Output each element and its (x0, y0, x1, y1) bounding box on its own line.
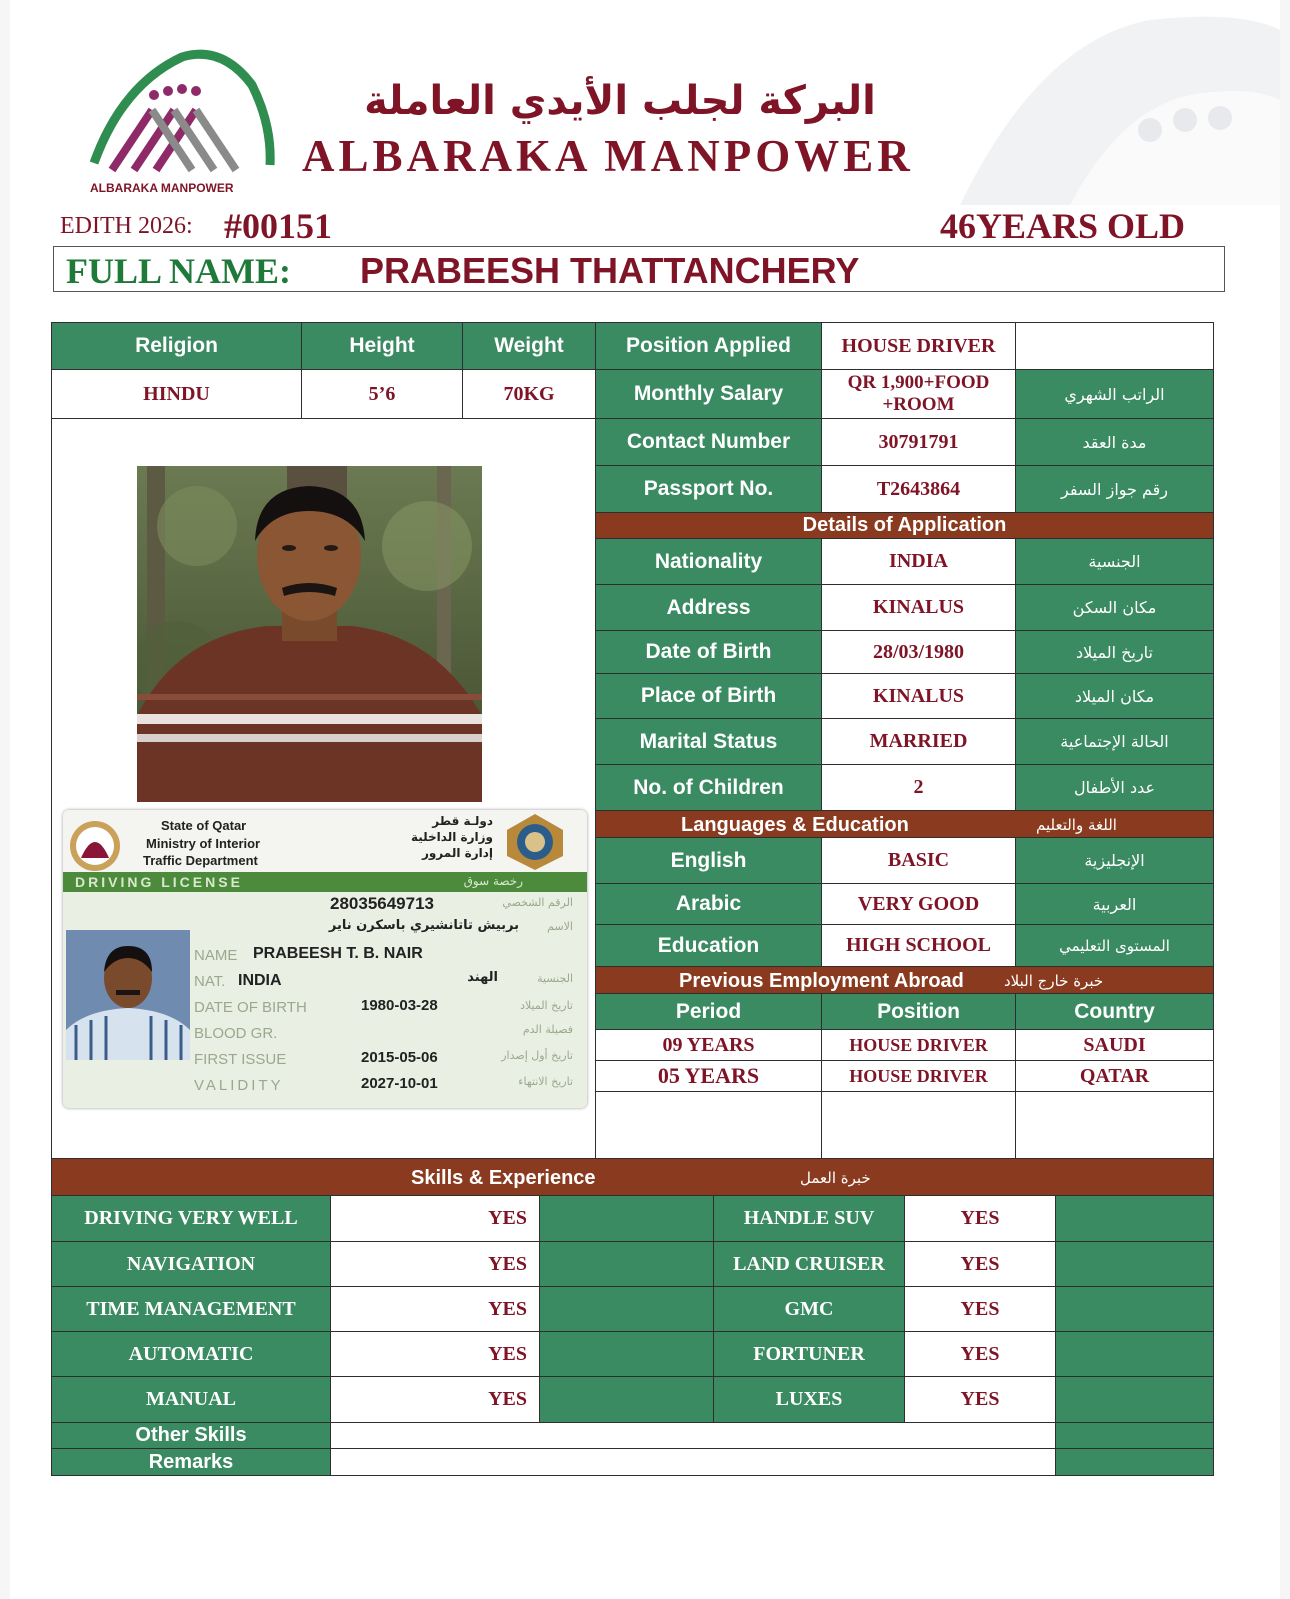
license-title: DRIVING LICENSE (75, 874, 243, 890)
other-skills-label: Other Skills (51, 1422, 331, 1449)
skills-section-header (51, 1158, 1214, 1196)
height-value: 5’6 (301, 369, 463, 419)
gcc-emblem-icon (503, 812, 567, 872)
education-value: HIGH SCHOOL (821, 924, 1016, 967)
place-of-birth-value: KINALUS (821, 673, 1016, 719)
children-value: 2 (821, 764, 1016, 811)
nationality-arabic-label: الجنسية (1015, 538, 1214, 585)
vehicle-value: YES (904, 1241, 1056, 1287)
nationality-value: INDIA (821, 538, 1016, 585)
license-title-arabic: رخصة سوق (463, 874, 523, 888)
nationality-label: Nationality (595, 538, 822, 585)
company-name (302, 130, 914, 182)
employment-period: 09 YEARS (595, 1029, 822, 1061)
religion-value: HINDU (51, 369, 302, 419)
license-name-arabic: بربيش تاتانشيري باسكرن ناير (328, 918, 519, 933)
vehicle-value: YES (904, 1286, 1056, 1332)
height-header: Height (301, 322, 463, 370)
vehicle-spacer (1055, 1241, 1214, 1287)
license-id-number: 28035649713 (330, 894, 435, 913)
salary-value: QR 1,900+FOOD +ROOM (821, 369, 1016, 419)
skill-spacer (539, 1195, 714, 1242)
address-value: KINALUS (821, 584, 1016, 631)
education-arabic-label: المستوى التعليمي (1015, 924, 1214, 967)
address-label: Address (595, 584, 822, 631)
vehicle-label: LAND CRUISER (713, 1241, 905, 1287)
vehicle-value: YES (904, 1331, 1056, 1377)
license-name: PRABEESH T. B. NAIR (253, 945, 423, 962)
skill-spacer (539, 1286, 714, 1332)
logo-caption: ALBARAKA MANPOWER (90, 181, 234, 195)
license-issue-label: FIRST ISSUE (194, 1051, 287, 1068)
license-dob: 1980-03-28 (361, 997, 438, 1014)
license-nat-label: NAT. (194, 973, 226, 990)
english-label: English (595, 837, 822, 884)
skill-value: YES (330, 1376, 540, 1423)
candidate-photo (137, 466, 482, 802)
skill-spacer (539, 1331, 714, 1377)
position-applied-value: HOUSE DRIVER (821, 322, 1016, 370)
license-ministry-arabic: وزارة الداخلية (410, 830, 493, 844)
english-value: BASIC (821, 837, 1016, 884)
remarks-label: Remarks (51, 1448, 331, 1476)
education-label: Education (595, 924, 822, 967)
edition-label: EDITH 2026: (60, 213, 193, 239)
albaraka-logo-icon (82, 45, 282, 185)
full-name-label: FULL NAME: (66, 251, 291, 291)
skill-value: YES (330, 1241, 540, 1287)
watermark-logo (950, 0, 1280, 205)
company-arabic-name: البركة لجلب الأيدي العاملة (364, 78, 876, 124)
other-skills-value (330, 1422, 1056, 1449)
employment-country: SAUDI (1015, 1029, 1214, 1061)
license-nat-arabic-label: الجنسية (537, 972, 573, 985)
license-id-arabic-label: الرقم الشخصي (502, 896, 573, 909)
salary-arabic-label: الراتب الشهري (1015, 369, 1214, 419)
employment-section-header (595, 966, 1214, 994)
license-name-label: NAME (194, 947, 238, 964)
details-section-header: Details of Application (595, 512, 1214, 539)
license-nationality-arabic: الهند (467, 970, 498, 985)
employment-title: Previous Employment Abroad (679, 970, 964, 992)
languages-title: Languages & Education (681, 814, 909, 836)
english-arabic-label: الإنجليزية (1015, 837, 1214, 884)
license-dob-arabic-label: تاريخ الميلاد (520, 999, 573, 1012)
contact-arabic-label: مدة العقد (1015, 418, 1214, 466)
license-photo (66, 930, 190, 1060)
arabic-label: Arabic (595, 883, 822, 925)
other-skills-spacer (1055, 1422, 1214, 1449)
dob-label: Date of Birth (595, 630, 822, 674)
employment-empty-cell (595, 1091, 822, 1159)
weight-header: Weight (462, 322, 596, 370)
languages-section-header (595, 810, 1214, 838)
vehicle-spacer (1055, 1195, 1214, 1242)
license-validity-arabic-label: تاريخ الانتهاء (518, 1075, 573, 1088)
vehicle-spacer (1055, 1376, 1214, 1423)
license-dob-label: DATE OF BIRTH (194, 999, 307, 1016)
employment-position: HOUSE DRIVER (821, 1060, 1016, 1092)
passport-label: Passport No. (595, 465, 822, 513)
skills-title: Skills & Experience (411, 1167, 596, 1189)
full-name: PRABEESH THATTANCHERY (360, 250, 860, 291)
languages-arabic-title: اللغة والتعليم (1036, 816, 1117, 834)
contact-label: Contact Number (595, 418, 822, 466)
employment-empty-cell (821, 1091, 1016, 1159)
vehicle-value: YES (904, 1376, 1056, 1423)
vehicle-label: HANDLE SUV (713, 1195, 905, 1242)
license-state-arabic: دولـة قطر (432, 814, 493, 828)
arabic-arabic-label: العربية (1015, 883, 1214, 925)
skill-spacer (539, 1241, 714, 1287)
skills-arabic-title: خبرة العمل (800, 1169, 871, 1187)
driving-license-card (63, 810, 587, 1108)
skill-value: YES (330, 1331, 540, 1377)
license-nationality: INDIA (238, 972, 282, 989)
cv-page (10, 0, 1280, 1599)
employment-country: QATAR (1015, 1060, 1214, 1092)
license-dept-arabic: إدارة المرور (421, 846, 493, 860)
weight-value: 70KG (462, 369, 596, 419)
marital-status-arabic-label: الحالة الإجتماعية (1015, 718, 1214, 765)
marital-status-label: Marital Status (595, 718, 822, 765)
marital-status-value: MARRIED (821, 718, 1016, 765)
dob-value: 28/03/1980 (821, 630, 1016, 674)
contact-value: 30791791 (821, 418, 1016, 466)
skill-value: YES (330, 1195, 540, 1242)
skill-label: DRIVING VERY WELL (51, 1195, 331, 1242)
vehicle-label: FORTUNER (713, 1331, 905, 1377)
children-label: No. of Children (595, 764, 822, 811)
age: 46YEARS OLD (940, 206, 1186, 246)
arabic-value: VERY GOOD (821, 883, 1016, 925)
license-state: State of Qatar (161, 818, 247, 833)
vehicle-spacer (1055, 1286, 1214, 1332)
position-applied-blank (1015, 322, 1214, 370)
vehicle-spacer (1055, 1331, 1214, 1377)
license-name-arabic-label: الاسم (547, 920, 573, 933)
employment-position: HOUSE DRIVER (821, 1029, 1016, 1061)
skill-label: AUTOMATIC (51, 1331, 331, 1377)
passport-value: T2643864 (821, 465, 1016, 513)
position-applied-label: Position Applied (595, 322, 822, 370)
remarks-spacer (1055, 1448, 1214, 1476)
license-first-issue: 2015-05-06 (361, 1049, 438, 1066)
period-header: Period (595, 993, 822, 1030)
license-ministry: Ministry of Interior (146, 836, 261, 851)
license-blood-label: BLOOD GR. (194, 1025, 278, 1042)
company-name-text: ALBARAKA MANPOWER (302, 131, 914, 181)
children-arabic-label: عدد الأطفال (1015, 764, 1214, 811)
employment-empty-cell (1015, 1091, 1214, 1159)
remarks-value (330, 1448, 1056, 1476)
employment-arabic-title: خبرة خارج البلاد (1004, 972, 1104, 990)
religion-header: Religion (51, 322, 302, 370)
license-dept: Traffic Department (143, 853, 258, 868)
vehicle-label: GMC (713, 1286, 905, 1332)
address-arabic-label: مكان السكن (1015, 584, 1214, 631)
dob-arabic-label: تاريخ الميلاد (1015, 630, 1214, 674)
qatar-emblem-icon (67, 818, 127, 876)
place-of-birth-label: Place of Birth (595, 673, 822, 719)
vehicle-value: YES (904, 1195, 1056, 1242)
employment-period: 05 YEARS (595, 1060, 822, 1092)
license-issue-arabic-label: تاريخ أول إصدار (501, 1049, 573, 1062)
salary-label: Monthly Salary (595, 369, 822, 419)
passport-arabic-label: رقم جواز السفر (1015, 465, 1214, 513)
skill-spacer (539, 1376, 714, 1423)
license-blood-arabic-label: فصيلة الدم (522, 1023, 573, 1036)
skill-value: YES (330, 1286, 540, 1332)
skill-label: TIME MANAGEMENT (51, 1286, 331, 1332)
country-header: Country (1015, 993, 1214, 1030)
position-header: Position (821, 993, 1016, 1030)
skill-label: NAVIGATION (51, 1241, 331, 1287)
place-of-birth-arabic-label: مكان الميلاد (1015, 673, 1214, 719)
skill-label: MANUAL (51, 1376, 331, 1423)
vehicle-label: LUXES (713, 1376, 905, 1423)
license-validity: 2027-10-01 (361, 1075, 438, 1092)
license-validity-label: VALIDITY (194, 1077, 284, 1094)
reference-number: #00151 (224, 206, 332, 246)
